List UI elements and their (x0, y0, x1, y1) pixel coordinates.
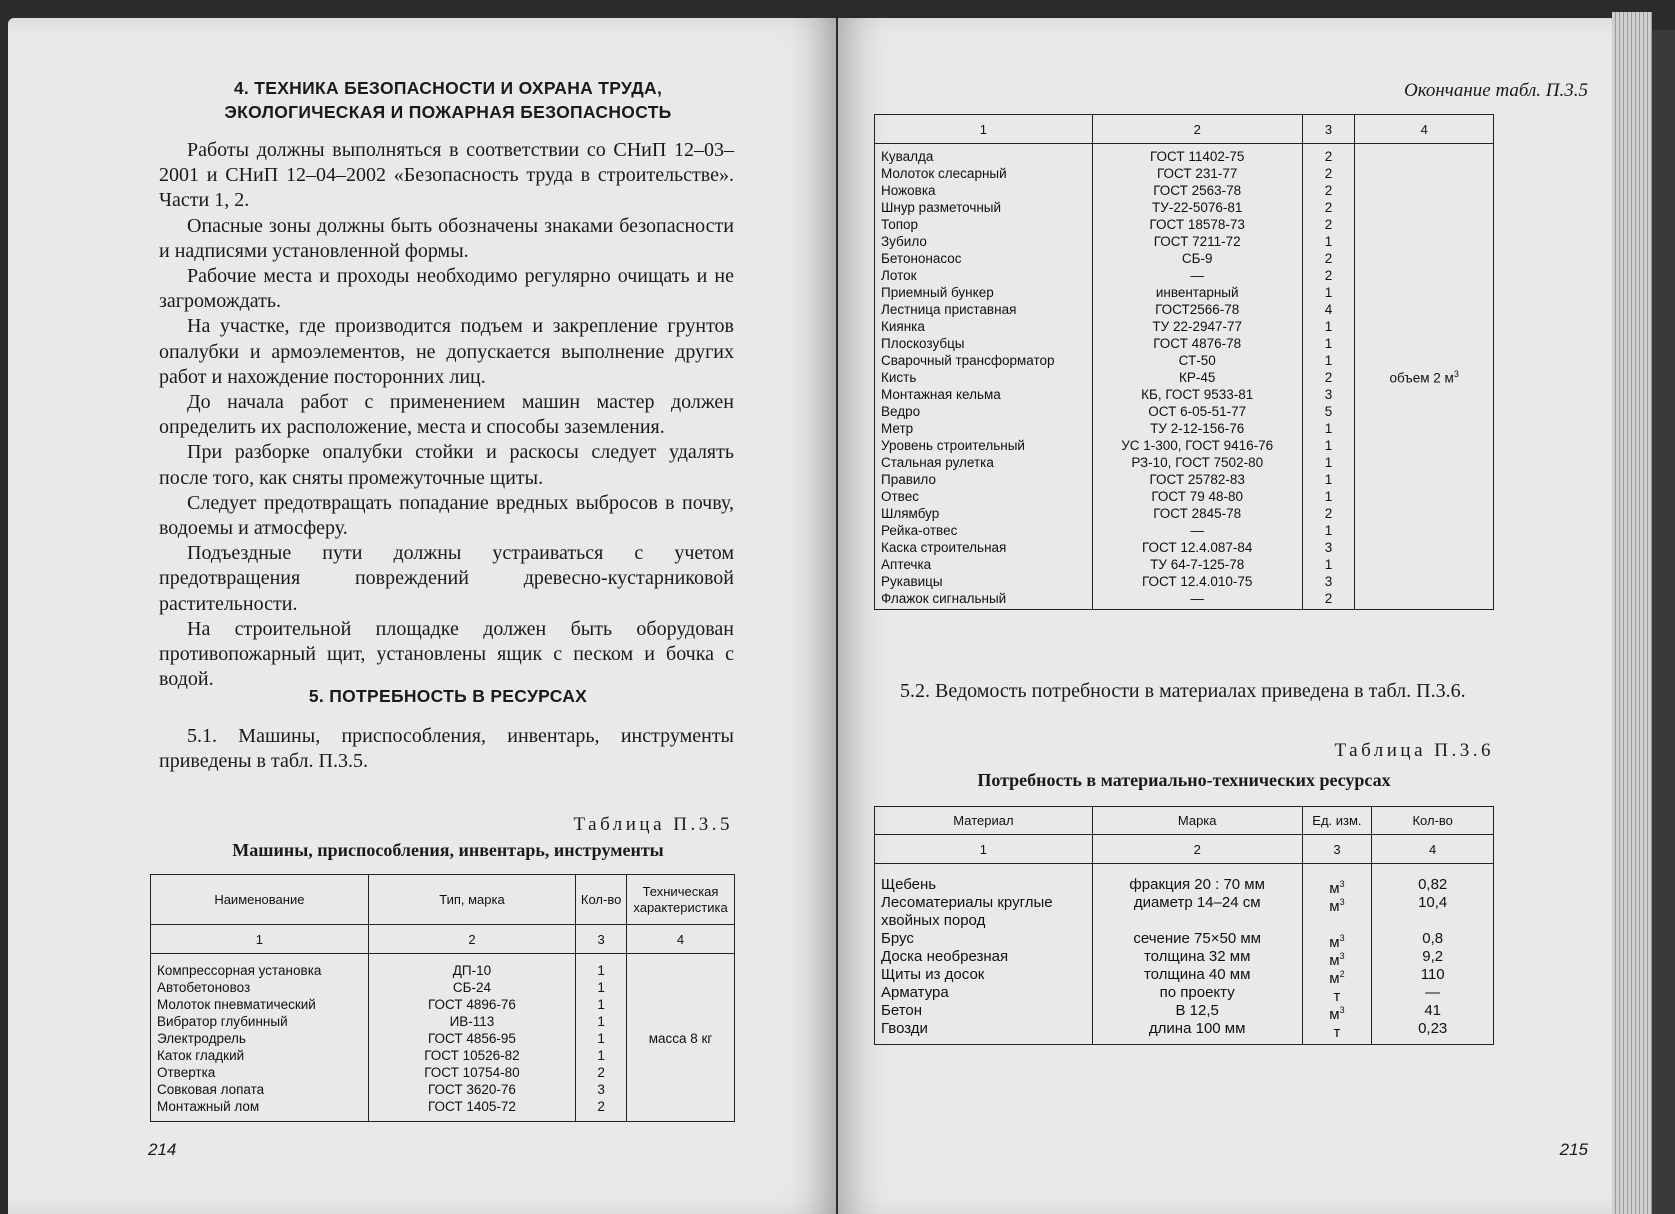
table-cell: $м^3$ (1329, 879, 1345, 897)
name-column (875, 144, 1093, 610)
table-cell: Совковая лопата (157, 1082, 265, 1097)
column-number: 3 (1302, 115, 1355, 144)
column-header: Материал (875, 807, 1093, 835)
table-cell: КБ, ГОСТ 9533-81 (1141, 387, 1254, 402)
section-4-title: 4. ТЕХНИКА БЕЗОПАСНОСТИ И ОХРАНА ТРУДА, ЭКОЛОГИЧЕСКАЯ И ПОЖАРНАЯ БЕЗОПАСНОСТЬ (224, 78, 672, 122)
table-cell: Лесоматериалы круглые (881, 894, 1053, 911)
table-cell: ГОСТ 4896-76 (428, 997, 516, 1012)
table-title: Машины, приспособления, инвентарь, инструменты (232, 840, 664, 860)
name-column (151, 954, 369, 1122)
table-cell: 1 (1324, 285, 1333, 300)
page-number: 215 (1559, 1140, 1588, 1159)
table-cell: 0,23 (1418, 1020, 1448, 1037)
table-cell: т (1333, 988, 1341, 1005)
table-cell: сечение 75×50 мм (1133, 930, 1261, 947)
table-cell: 1 (1324, 472, 1333, 487)
book-page-edges (1612, 12, 1652, 1214)
quantity-column (1372, 864, 1494, 1045)
column-header: Тип, марка (368, 875, 575, 925)
table-cell: ГОСТ 7211-72 (1153, 234, 1241, 249)
table-cell: СТ-50 (1178, 353, 1216, 368)
table-cell: ГОСТ 4876-78 (1153, 336, 1242, 351)
table-cell: 1 (1324, 421, 1333, 436)
table-cell: — (1190, 523, 1204, 538)
paragraph: На участке, где производится подъем и закрепление грунтов опалубки и армоэлементов, не допускается выполнение других работ и нахождение посторонних лиц. (159, 315, 734, 388)
quantity-column (576, 954, 627, 1122)
technical-note: объем 2 $м^3$ (1355, 144, 1494, 610)
page-number: 214 (148, 1140, 177, 1159)
table-cell: 1 (1324, 438, 1333, 453)
table-cell: по проекту (1159, 984, 1235, 1001)
table-cell: Рукавицы (881, 574, 943, 589)
table-cell: длина 100 мм (1148, 1020, 1246, 1037)
column-number: 1 (875, 115, 1093, 144)
table-cell: Кувалда (881, 149, 934, 164)
table-cell: толщина 40 мм (1143, 966, 1251, 983)
table-cell: Щебень (881, 876, 937, 893)
table-cell: ТУ-22-5076-81 (1152, 200, 1243, 215)
table-cell: диаметр 14–24 см (1133, 894, 1261, 911)
table-cell: 0,8 (1422, 930, 1444, 947)
table-cell: т (1333, 1024, 1341, 1041)
section-4-body (159, 138, 734, 692)
table-cell: Вибратор глубинный (157, 1014, 288, 1029)
table-cell: ОСТ 6-05-51-77 (1148, 404, 1247, 419)
table-cell: $м^3$ (1329, 897, 1345, 915)
table-cell: ТУ 2-12-156-76 (1150, 421, 1245, 436)
table-cell: Стальная рулетка (881, 455, 994, 470)
table-cell: Аптечка (881, 557, 932, 572)
table-cell: Сварочный трансформатор (881, 353, 1055, 368)
column-number: 4 (1372, 835, 1494, 864)
paragraph: При разборке опалубки стойки и раскосы следует удалять после того, как сняты промежуточные щиты. (159, 441, 734, 489)
table-cell: Приемный бункер (881, 285, 994, 300)
table-cell: ГОСТ 11402-75 (1150, 149, 1245, 164)
table-cell: ГОСТ 10754-80 (424, 1065, 520, 1080)
table-cell: ГОСТ 25782-83 (1149, 472, 1245, 487)
table-cell: ГОСТ 2845-78 (1153, 506, 1242, 521)
unit-column (1302, 864, 1372, 1045)
table-cell: Зубило (881, 234, 927, 249)
table-cell: Ведро (881, 404, 921, 419)
table-cell: Автобетоновоз (157, 980, 251, 995)
material-column (875, 864, 1093, 1045)
paragraph: Рабочие места и проходы необходимо регулярно очищать и не загромождать. (159, 265, 734, 313)
paragraph: На строительной площадке должен быть оборудован противопожарный щит, установлены ящик с песком и бочка с водой. (159, 617, 734, 691)
table-cell: СБ-24 (452, 980, 492, 995)
table-cell: 10,4 (1418, 894, 1448, 911)
table-cell: ТУ 22-2947-77 (1152, 319, 1243, 334)
table-cell: ГОСТ 79 48-80 (1151, 489, 1244, 504)
paragraph: До начала работ с применением машин мастер должен определить их расположение, места и способы заземления. (159, 391, 734, 439)
table-cell: РЗ-10, ГОСТ 7502-80 (1131, 455, 1264, 470)
table-number-row (875, 115, 1494, 144)
table-header-row (151, 875, 735, 925)
table-cell: КР-45 (1179, 370, 1216, 385)
table-cell: 1 (1324, 489, 1333, 504)
table-cell: — (1190, 268, 1204, 283)
table-cell: 1 (1324, 455, 1333, 470)
table-number-row (151, 925, 735, 954)
table-cell: 2 (1324, 506, 1333, 521)
table-cell: 0,82 (1418, 876, 1448, 893)
table-cell: УС 1-300, ГОСТ 9416-76 (1121, 438, 1274, 453)
table-cell: ГОСТ 231-77 (1157, 166, 1238, 181)
table-cell: 2 (1324, 591, 1333, 606)
table-cell: В 12,5 (1175, 1002, 1219, 1019)
table-cell: Топор (881, 217, 919, 232)
table-cell: 1 (597, 997, 605, 1012)
table-cell: Компрессорная установка (157, 963, 322, 978)
table-cell: ИВ-113 (449, 1014, 495, 1029)
table-number-row (875, 835, 1494, 864)
table-cell: 3 (1324, 540, 1333, 555)
table-cell: ГОСТ 2563-78 (1153, 183, 1242, 198)
table-cell: ГОСТ 4856-95 (428, 1031, 516, 1046)
section-5-2-paragraph: 5.2. Ведомость потребности в материалах приведена в табл. П.3.6. (900, 680, 1466, 702)
right-page (838, 18, 1616, 1214)
table-cell: 1 (597, 963, 605, 978)
table-cell: — (1425, 984, 1441, 1001)
table-cell: 2 (1324, 251, 1333, 266)
table-cell: Правило (881, 472, 936, 487)
table-cell: 1 (597, 1014, 605, 1029)
table-cell: фракция 20 : 70 мм (1129, 876, 1265, 893)
column-header: Техническая характеристика (627, 875, 735, 925)
table-cell: Молоток слесарный (881, 166, 1007, 181)
table-cell: ДП-10 (452, 963, 492, 978)
table-cell: Бетононасос (881, 251, 962, 266)
table-cell: 5 (1324, 404, 1333, 419)
brand-column (1092, 864, 1302, 1045)
table-cell: Отвертка (157, 1065, 216, 1080)
table-cell: $м^3$ (1329, 933, 1345, 951)
table-cell: Арматура (881, 984, 949, 1001)
table-cell: Электродрель (157, 1031, 246, 1046)
table-cell: Каток гладкий (157, 1048, 245, 1063)
paragraph: Опасные зоны должны быть обозначены знаками безопасности и надписями установленной формы. (159, 214, 734, 262)
paragraph: Работы должны выполняться в соответствии со СНиП 12–03–2001 и СНиП 12–04–2002 «Безопасность труда в строительстве». Части 1, 2. (159, 139, 734, 212)
column-header: Кол-во (576, 875, 627, 925)
section-5-title: 5. ПОТРЕБНОСТЬ В РЕСУРСАХ (308, 686, 588, 706)
table-header-row (875, 807, 1494, 835)
table-cell: 3 (1324, 387, 1333, 402)
table-cell: 2 (1324, 217, 1333, 232)
table-cell: 1 (597, 1048, 605, 1063)
table-cell: Монтажный лом (157, 1099, 260, 1114)
table-cell: ГОСТ 18578-73 (1149, 217, 1245, 232)
table-cell: Отвес (881, 489, 919, 504)
table-cell: Кисть (881, 370, 917, 385)
technical-note: масса 8 кг (627, 954, 735, 1122)
table-cell: 110 (1420, 966, 1445, 983)
table-cell: 3 (1324, 574, 1333, 589)
table-cell: 1 (1324, 523, 1333, 538)
table-cell: ТУ 64-7-125-78 (1150, 557, 1245, 572)
section-5-paragraph: 5.1. Машины, приспособления, инвентарь, инструменты приведены в табл. П.3.5. (159, 725, 734, 773)
table-cell: Гвозди (881, 1020, 928, 1037)
table-cell: 2 (1324, 166, 1333, 181)
table-cell: 1 (1324, 234, 1333, 249)
table-cell: — (1190, 591, 1204, 606)
paragraph: Следует предотвращать попадание вредных выбросов в почву, водоемы и атмосферу. (159, 491, 734, 540)
table-cell: Шлямбур (881, 506, 940, 521)
table-cell: 1 (597, 980, 605, 995)
table-cell: ГОСТ 12.4.087-84 (1141, 540, 1253, 555)
table-cell: 9,2 (1422, 948, 1444, 965)
table-cell: 1 (1324, 336, 1333, 351)
table-cell: 3 (597, 1082, 605, 1097)
paragraph: Подъездные пути должны устраиваться с учетом предотвращения повреждений древесно-кустарниковой растительности. (159, 542, 734, 615)
column-number: 3 (1302, 835, 1372, 864)
table-cell: 2 (1324, 268, 1333, 283)
table-cell: 2 (597, 1065, 605, 1080)
table-body (151, 954, 735, 1122)
column-number: 2 (368, 925, 575, 954)
table-cell: 1 (597, 1031, 605, 1046)
table-cell: ГОСТ 1405-72 (428, 1099, 516, 1114)
table-cell: $м^2$ (1329, 969, 1345, 987)
column-header: Ед. изм. (1302, 807, 1372, 835)
table-cell: Монтажная кельма (881, 387, 1001, 402)
table-cell: Щиты из досок (881, 966, 985, 983)
type-column (368, 954, 575, 1122)
table-cell: $м^3$ (1329, 1005, 1345, 1023)
table-caption: Таблица П.3.6 (1334, 740, 1494, 761)
table-cell: Бетон (881, 1002, 923, 1019)
table-cell: Флажок сигнальный (881, 591, 1007, 606)
column-number: 2 (1092, 115, 1302, 144)
table-cell: Лоток (881, 268, 917, 283)
machines-table-continued (874, 114, 1494, 610)
table-cell: толщина 32 мм (1143, 948, 1251, 965)
table-cell: ГОСТ 10526-82 (424, 1048, 520, 1063)
table-cell: ГОСТ 12.4.010-75 (1141, 574, 1253, 589)
table-cell: 1 (1324, 557, 1333, 572)
column-header: Наименование (151, 875, 369, 925)
table-cell: 2 (1324, 370, 1333, 385)
table-cell: инвентарный (1155, 285, 1239, 300)
table-cell: ГОСТ2566-78 (1155, 302, 1240, 317)
table-caption: Таблица П.3.5 (573, 814, 733, 835)
table-cell: Плоскозубцы (881, 336, 965, 351)
table-cell: Лестница приставная (881, 302, 1017, 317)
table-cell: 4 (1324, 302, 1333, 317)
type-column (1092, 144, 1302, 610)
table-cell: ГОСТ 3620-76 (428, 1082, 516, 1097)
table-cell: СБ-9 (1181, 251, 1213, 266)
table-cell: $м^3$ (1329, 951, 1345, 969)
table-body (875, 864, 1494, 1045)
column-number: 3 (576, 925, 627, 954)
table-cell: 41 (1424, 1002, 1442, 1019)
column-number: 1 (151, 925, 369, 954)
table-cell (1093, 912, 1302, 930)
table-cell: Ножовка (881, 183, 936, 198)
table-cell: хвойных пород (881, 912, 986, 929)
continuation-caption: Окончание табл. П.3.5 (1403, 80, 1588, 101)
table-cell (1372, 912, 1493, 930)
table-title: Потребность в материально-технических ресурсах (977, 770, 1391, 790)
table-cell: 2 (1324, 183, 1333, 198)
table-cell: Метр (881, 421, 914, 436)
column-number: 4 (1355, 115, 1494, 144)
table-cell: 2 (597, 1099, 605, 1114)
table-cell: Брус (881, 930, 914, 947)
table-cell: 2 (1324, 149, 1333, 164)
materials-table (874, 806, 1494, 1045)
column-header: Марка (1092, 807, 1302, 835)
table-cell: 1 (1324, 353, 1333, 368)
table-cell: 2 (1324, 200, 1333, 215)
book-cover-edge (1652, 30, 1675, 1214)
column-number: 2 (1092, 835, 1302, 864)
column-number: 4 (627, 925, 735, 954)
left-page (8, 18, 836, 1214)
column-number: 1 (875, 835, 1093, 864)
table-cell: Уровень строительный (881, 438, 1025, 453)
table-cell: Рейка-отвес (881, 523, 958, 538)
table-cell: 1 (1324, 319, 1333, 334)
table-cell: Киянка (881, 319, 925, 334)
quantity-column (1302, 144, 1355, 610)
table-body (875, 144, 1494, 610)
machines-table (150, 874, 735, 1122)
table-cell: Шнур разметочный (881, 200, 1002, 215)
column-header: Кол-во (1372, 807, 1494, 835)
table-cell: Доска необрезная (881, 948, 1009, 965)
table-cell: Каска строительная (881, 540, 1007, 555)
table-cell: Молоток пневматический (157, 997, 316, 1012)
